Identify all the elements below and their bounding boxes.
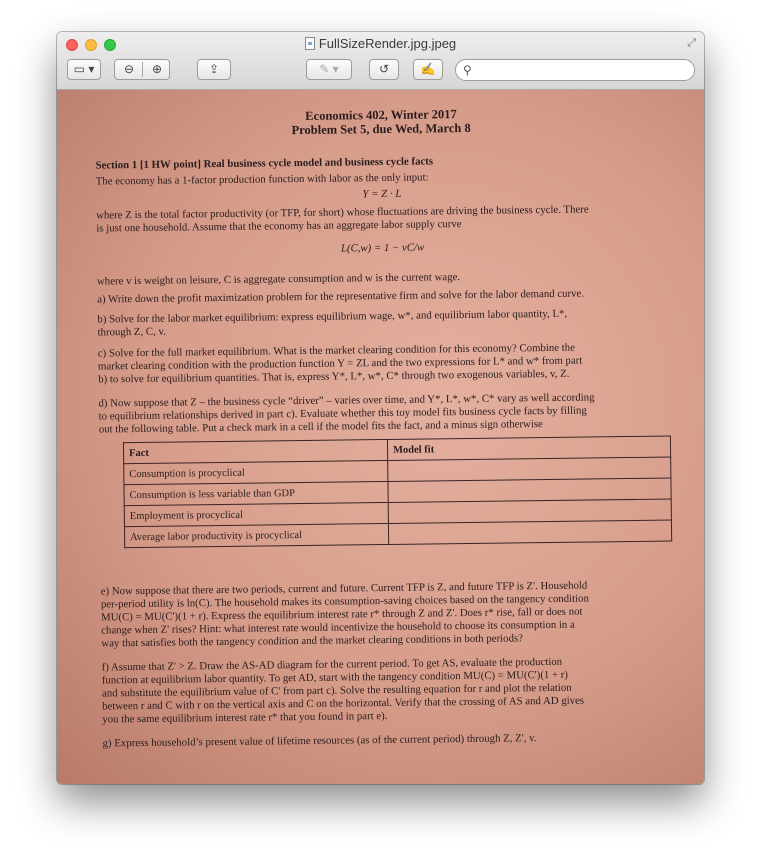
zoom-in-icon: ⊕ <box>151 62 163 76</box>
markup-button[interactable] <box>413 59 443 80</box>
part-c-3: b) to solve for equilibrium quantities. That is, express Y*, L*, w*, C* through two exogenous variables, v, Z. <box>98 367 570 386</box>
document-page <box>61 92 704 784</box>
markup-icon: ✍ <box>420 62 436 76</box>
part-a: a) Write down the profit maximization problem for the representative firm and solve for the labor demand curve. <box>97 287 585 306</box>
part-f-3: and substitute the equilibrium value of C' from part c). Solve the resulting equation for r and plot the relation <box>101 681 572 700</box>
tfp-text-1: where Z is the total factor productivity (or TFP, for short) whose fluctuations are driving the business cycle. There <box>96 203 589 222</box>
part-b-1: b) Solve for the labor market equilibrium: express equilibrium wage, w*, and equilibrium labor quantity, L*, <box>97 307 568 326</box>
part-c-2: market clearing condition with the production function Y = ZL and the two expressions for L* and w* from part <box>97 354 583 373</box>
window-title <box>57 36 704 51</box>
fullscreen-icon[interactable]: ⤢ <box>687 37 696 49</box>
table-cell-fact: Consumption is less variable than GDP <box>124 481 388 505</box>
part-e-2: per-period utility is ln(C). The household makes its consumption-saving choices based on the tangency condition <box>100 592 590 611</box>
zoom-out-button[interactable] <box>115 60 143 79</box>
production-equation: Y = Z · L <box>362 187 402 201</box>
part-e-3: MU(C) = MU(C')(1 + r). Express the equilibrium interest rate r* through Z and Z'. Does r* rise, fall or does not <box>101 605 583 624</box>
part-e-4: change when Z' rises? Hint: what interest rate would incentivize the household to choose its consumption in a <box>101 618 575 637</box>
zoom-control <box>114 59 170 80</box>
view-menu-button[interactable] <box>67 59 101 80</box>
preview-window <box>57 32 704 784</box>
table-header-fact: Fact <box>123 439 387 463</box>
table-header-model-fit: Model fit <box>387 436 670 460</box>
part-d-3: out the following table. Put a check mark in a cell if the model fits the fact, and a minus sign otherwise <box>98 418 543 436</box>
share-button[interactable] <box>197 59 231 80</box>
zoom-out-icon: ⊖ <box>123 62 135 76</box>
annotate-button[interactable] <box>306 59 352 80</box>
window-title-text: FullSizeRender.jpg.jpeg <box>318 36 457 51</box>
part-e-1: e) Now suppose that there are two periods, current and future. Current TFP is Z, and future TFP is Z'. Household <box>100 579 588 598</box>
labor-supply-equation: L(C,w) = 1 − vC/w <box>340 241 425 255</box>
part-f-1: f) Assume that Z' > Z. Draw the AS-AD diagram for the current period. To get AS, evaluate the production <box>101 655 563 674</box>
table-cell-fit <box>388 520 671 544</box>
intro-text: The economy has a 1-factor production function with labor as the only input: <box>95 171 429 188</box>
table-cell-fact: Consumption is procyclical <box>124 460 388 484</box>
part-g: g) Express household’s present value of lifetime resources (as of the current period) through Z, Z', v. <box>102 732 537 750</box>
sidebar-view-icon: ▭ ▾ <box>73 62 95 76</box>
tfp-text-2: is just one household. Assume that the economy has an aggregate labor supply curve <box>96 218 462 235</box>
document-icon <box>305 37 315 50</box>
part-f-4: between r and C with r on the vertical axis and C on the horizontal. Verify that the crossing of AS and AD gives <box>102 694 585 713</box>
part-e-5: way that satisfies both the tangency condition and the market clearing conditions in both periods? <box>101 632 524 650</box>
part-b-2: through Z, C, v. <box>97 325 166 339</box>
part-d-2: to equilibrium relationships derived in part c). Evaluate whether this toy model fits business cycle facts by filling <box>98 404 587 423</box>
zoom-in-button[interactable] <box>143 60 171 79</box>
rotate-icon: ↺ <box>378 62 390 76</box>
part-f-5: you the same equilibrium interest rate r* that you found in part e). <box>102 709 388 726</box>
facts-table <box>123 436 672 549</box>
part-c-1: c) Solve for the full market equilibrium. What is the market clearing condition for this economy? Combine the <box>97 341 576 360</box>
search-field[interactable] <box>455 59 695 81</box>
document-viewport[interactable] <box>57 90 704 784</box>
where-text: where v is weight on leisure, C is aggregate consumption and w is the current wage. <box>96 271 461 288</box>
table-cell-fact: Average labor productivity is procyclical <box>124 523 388 547</box>
pen-icon: ✎ ▾ <box>319 62 339 76</box>
title-bar <box>57 32 704 90</box>
doc-title-line1: Economics 402, Winter 2017 <box>305 107 457 123</box>
rotate-button[interactable] <box>369 59 399 80</box>
share-icon: ⇪ <box>208 62 220 76</box>
search-input[interactable] <box>478 62 688 78</box>
doc-title-line2: Problem Set 5, due Wed, March 8 <box>291 120 471 138</box>
search-icon: ⚲ <box>463 63 472 77</box>
table-cell-fact: Employment is procyclical <box>124 502 388 526</box>
part-f-2: function at equilibrium labor quantity. To get AD, start with the tangency condition MU(C) = MU(C')(1 + r) <box>101 668 569 687</box>
part-d-1: d) Now suppose that Z – the business cycle “driver” – varies over time, and Y*, L*, w*, C* vary as well according <box>98 391 595 410</box>
section-heading: Section 1 [1 HW point] Real business cycle model and business cycle facts <box>95 155 434 172</box>
